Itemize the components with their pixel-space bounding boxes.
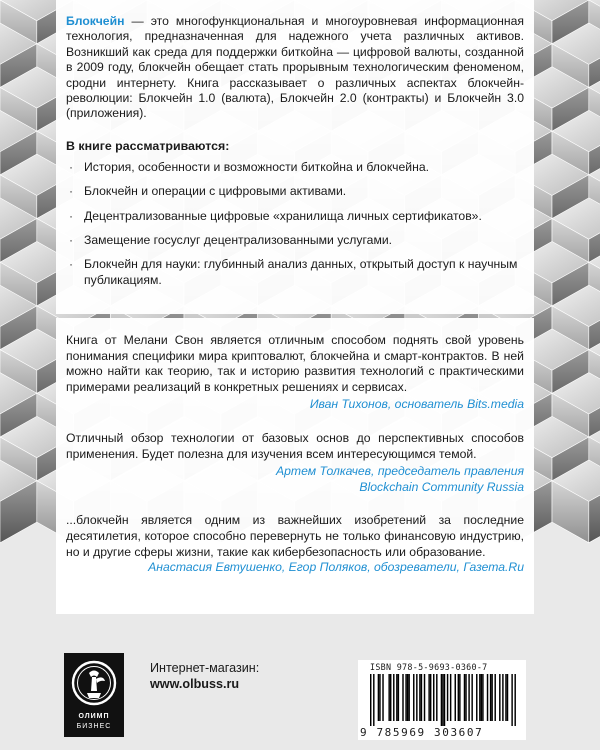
publisher-name-line2: БИЗНЕС (76, 723, 112, 730)
review-text: ...блокчейн является одним из важнейших изобретений за последние десятилетия, которое способно перевернуть не только финансовую индустрию, но и другие сферы жизни, такие как кибербезопасность или образование. (66, 513, 524, 559)
bullet-dot: · (69, 208, 74, 223)
barcode-bars (370, 674, 516, 726)
review-author: Анастасия Евтушенко, Егор Поляков, обозреватели, Газета.Ru (148, 560, 524, 575)
review (66, 431, 524, 495)
intro-text: — это многофункциональная и многоуровневая информационная технология, предназначенная для надежного учета различных активов. Возникший как среда для поддержки биткойна — цифровой валюты, созданной в 2009 году, блокчейн обещает стать прорывным технологическим феноменом, сродни интернету. Книга рассказывает о различных аспектах блокчейн-революции: Блокчейн 1.0 (валюта), Блокчейн 2.0 (контракты) и Блокчейн 3.0 (приложения). (66, 14, 524, 121)
topic-item: · Децентрализованные цифровые «хранилища личных сертификатов». (69, 208, 482, 223)
reviews-block (66, 333, 524, 594)
shop-url: www.olbuss.ru (150, 677, 240, 691)
publisher-logo (64, 653, 124, 737)
ean-digits: 9 785969 303607 (360, 726, 484, 739)
bullet-dot: · (69, 184, 74, 199)
bullet-dot: · (69, 233, 74, 248)
review-author: Иван Тихонов, основатель Bits.media (309, 397, 524, 412)
isbn-label: ISBN 978-5-9693-0360-7 (370, 662, 488, 672)
publisher-name-line1: ОЛИМП (78, 713, 110, 720)
intro-paragraph (66, 14, 524, 122)
topics-title: В книге рассматриваются: (66, 138, 230, 153)
review-text: Отличный обзор технологии от базовых основ до перспективных способов применения. Будет полезна для изучения всем интересующимся темой. (66, 430, 524, 461)
review-text: Книга от Мелани Свон является отличным способом поднять свой уровень понимания специфики мира криптовалют, блокчейна и смарт-контрактов. В ней можно найти как теорию, так и историю развития технологий с практическими примерами реализаций в конкретных решениях и сервисах. (66, 333, 524, 394)
topic-item: · Замещение госуслуг децентрализованными услугами. (69, 233, 393, 248)
bullet-dot: · (69, 257, 74, 272)
shop-label: Интернет-магазин: (150, 661, 260, 675)
review (66, 513, 524, 575)
description-block (66, 14, 524, 297)
barcode (358, 660, 526, 740)
topic-item: · Блокчейн и операции с цифровыми активами. (69, 184, 347, 199)
olympus-emblem-icon (70, 659, 118, 711)
shop-info (150, 660, 259, 692)
topics-list (66, 160, 524, 288)
intro-term: Блокчейн (66, 14, 125, 28)
review (66, 333, 524, 413)
review-author: Артем Толкачев, председатель правления Blockchain Community Russia (276, 464, 524, 494)
topic-item: · История, особенности и возможности биткойна и блокчейна. (69, 159, 429, 174)
bullet-dot: · (69, 159, 74, 174)
topic-item: · Блокчейн для науки: глубинный анализ данных, открытый доступ к научным публикациям. (69, 257, 518, 287)
